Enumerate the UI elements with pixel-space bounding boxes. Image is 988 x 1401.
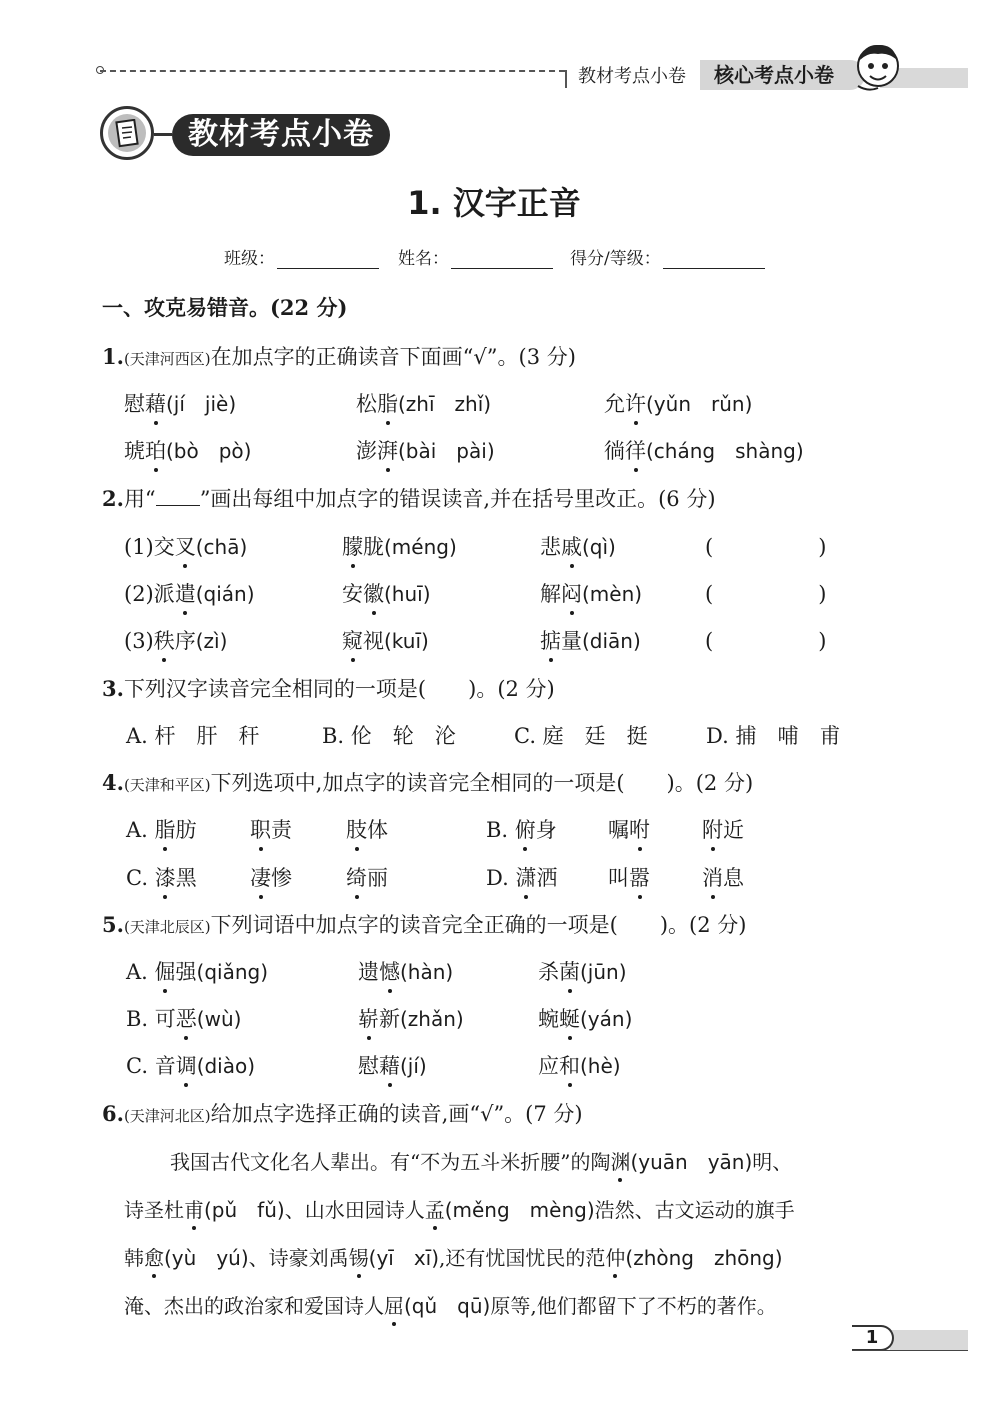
q2-row: 窥视(kuī) xyxy=(342,625,429,655)
q4-word: 附近 xyxy=(702,814,744,844)
q1-item: 允许(yǔn rǔn) xyxy=(604,388,752,418)
section-heading: 一、攻克易错音。(22 分) xyxy=(102,295,348,320)
q1-item: 澎湃(bài pài) xyxy=(356,435,495,465)
q4-option-c[interactable]: C. 漆黑 xyxy=(126,862,197,892)
section-badge: 教材考点小卷 xyxy=(172,114,390,156)
q2-row: 解闷(mèn) xyxy=(540,578,642,608)
q5-word: 杀菌(jūn) xyxy=(538,956,627,986)
q3-option[interactable]: C. 庭 廷 挺 xyxy=(514,724,648,748)
q2-row: 掂量(diān) xyxy=(540,625,641,655)
footer-line xyxy=(852,1350,968,1351)
paper-icon xyxy=(100,106,154,160)
mascot-icon xyxy=(852,40,904,96)
q5-word: 遗憾(hàn) xyxy=(358,956,453,986)
answer-blank[interactable]: ( ) xyxy=(705,582,827,606)
name-blank[interactable] xyxy=(451,250,553,269)
q4-option-a[interactable]: A. 脂肪 xyxy=(126,814,197,844)
class-field: 班级： xyxy=(224,244,379,269)
question-3: 3.下列汉字读音完全相同的一项是( )。(2 分) xyxy=(102,676,555,701)
q4-word: 职责 xyxy=(250,814,292,844)
page-title: 1. 汉字正音 xyxy=(407,184,581,222)
q3-option[interactable]: D. 捕 哺 甫 xyxy=(706,724,841,748)
q4-option-b[interactable]: B. 俯身 xyxy=(486,814,557,844)
q4-word: 消息 xyxy=(702,862,744,892)
question-4: 4.(天津和平区)下列选项中,加点字的读音完全相同的一项是( )。(2 分) xyxy=(102,770,754,795)
q4-word: 嘱咐 xyxy=(608,814,650,844)
question-5: 5.(天津北辰区)下列词语中加点字的读音完全正确的一项是( )。(2 分) xyxy=(102,912,747,937)
q3-option[interactable]: A. 杆 肝 秆 xyxy=(126,724,260,748)
q2-row: 朦胧(méng) xyxy=(342,531,457,561)
q4-option-d[interactable]: D. 潇洒 xyxy=(486,862,557,892)
q5-word: 慰藉(jí) xyxy=(358,1050,427,1080)
q6-paragraph-line: 我国古代文化名人辈出。有“不为五斗米折腰”的陶渊(yuān yān)明、 xyxy=(170,1146,792,1175)
q6-paragraph-line: 诗圣杜甫(pǔ fǔ)、山水田园诗人孟(měng mèng)浩然、古文运动的旗手 xyxy=(124,1194,795,1223)
header-dashed-line xyxy=(100,70,565,72)
answer-blank[interactable]: ( ) xyxy=(705,535,827,559)
score-field: 得分/等级： xyxy=(570,244,765,269)
q2-row: (3)秩序(zì) xyxy=(124,625,227,655)
q5-word: 应和(hè) xyxy=(538,1050,621,1080)
q1-item: 慰藉(jí jiè) xyxy=(124,388,236,418)
answer-blank[interactable]: ( ) xyxy=(705,629,827,653)
q1-item: 徜徉(cháng shàng) xyxy=(604,435,804,465)
name-field: 姓名： xyxy=(398,244,553,269)
q2-row: 安徽(huī) xyxy=(342,578,431,608)
question-1: 1.(天津河西区)在加点字的正确读音下面画“√”。(3 分) xyxy=(102,344,576,369)
header-separator xyxy=(565,70,567,88)
q6-paragraph-line: 韩愈(yù yú)、诗豪刘禹锡(yī xī),还有忧国忧民的范仲(zhòng zhōng) xyxy=(124,1242,783,1271)
score-blank[interactable] xyxy=(663,250,765,269)
q6-paragraph-line: 淹、杰出的政治家和爱国诗人屈(qǔ qū)原等,他们都留下了不朽的著作。 xyxy=(124,1290,777,1319)
question-6: 6.(天津河北区)给加点字选择正确的读音,画“√”。(7 分) xyxy=(102,1101,583,1126)
class-blank[interactable] xyxy=(277,250,379,269)
footer-bar xyxy=(890,1330,968,1350)
q4-word: 绮丽 xyxy=(346,862,388,892)
q3-option[interactable]: B. 伦 轮 沦 xyxy=(322,724,456,748)
q5-option-b[interactable]: B. 可恶(wù) xyxy=(126,1003,241,1033)
q1-item: 松脂(zhī zhǐ) xyxy=(356,388,491,418)
badge-connector xyxy=(154,133,172,136)
q2-row: 悲戚(qì) xyxy=(540,531,616,561)
q4-word: 肢体 xyxy=(346,814,388,844)
q5-option-a[interactable]: A. 倔强(qiǎng) xyxy=(126,956,268,986)
q4-word: 凄惨 xyxy=(250,862,292,892)
q5-option-c[interactable]: C. 音调(diào) xyxy=(126,1050,255,1080)
q2-row: (1)交叉(chā) xyxy=(124,531,247,561)
header-left-label: 教材考点小卷 xyxy=(578,66,686,87)
header-tab: 核心考点小卷 xyxy=(700,60,865,90)
q2-row: (2)派遣(qián) xyxy=(124,578,255,608)
q1-item: 琥珀(bò pò) xyxy=(124,435,251,465)
page-number: 1 xyxy=(852,1325,894,1351)
question-2: 2.用“ ”画出每组中加点字的错误读音,并在括号里改正。(6 分) xyxy=(102,486,716,511)
q5-word: 崭新(zhǎn) xyxy=(358,1003,464,1033)
q5-word: 蜿蜒(yán) xyxy=(538,1003,632,1033)
q4-word: 叫嚣 xyxy=(608,862,650,892)
